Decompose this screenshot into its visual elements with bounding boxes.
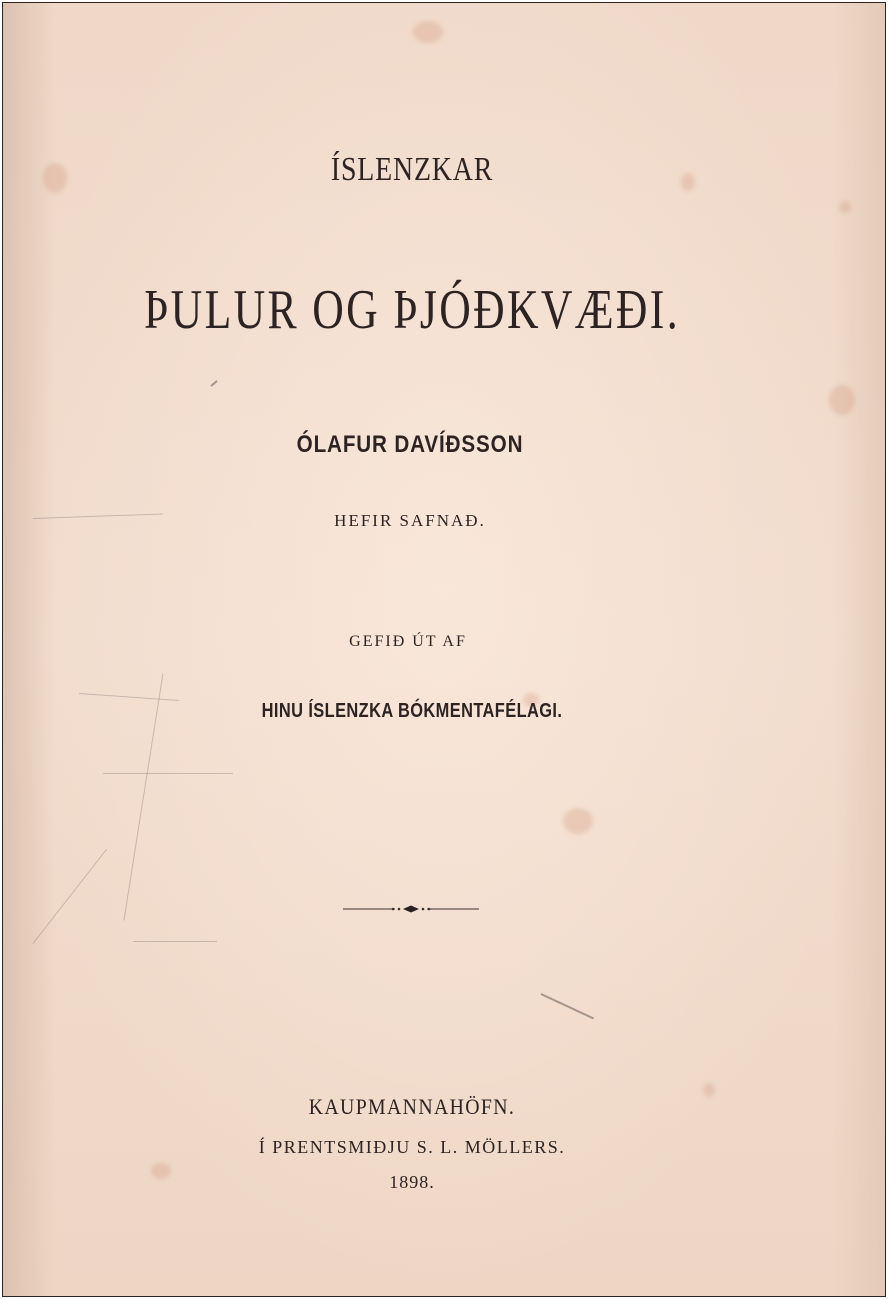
imprint-printer: Í PRENTSMIÐJU S. L. MÖLLERS. <box>258 1137 566 1157</box>
title-page <box>2 2 886 1297</box>
ink-smudge <box>541 993 594 1019</box>
foxing-spot <box>413 21 443 43</box>
publisher-society: HINU ÍSLENZKA BÓKMENTAFÉLAGI. <box>261 700 563 722</box>
decorative-rule-ornament <box>343 898 479 920</box>
series-title: ÍSLENZKAR <box>330 151 494 188</box>
published-by-line: GEFIÐ ÚT AF <box>349 633 467 650</box>
pencil-mark <box>133 941 217 942</box>
main-title: ÞULUR OG ÞJÓÐKVÆÐI. <box>144 279 680 341</box>
author-name: ÓLAFUR DAVÍÐSSON <box>296 431 524 458</box>
collected-note: HEFIR SAFNAÐ. <box>334 511 486 530</box>
pencil-mark <box>103 773 233 774</box>
foxing-spot <box>839 201 851 213</box>
pencil-mark <box>33 849 108 944</box>
foxing-spot <box>563 808 593 834</box>
ink-smudge <box>210 380 217 387</box>
imprint-city: KAUPMANNAHÖFN. <box>308 1094 516 1119</box>
foxing-spot <box>829 385 855 415</box>
imprint-year: 1898. <box>389 1172 435 1192</box>
